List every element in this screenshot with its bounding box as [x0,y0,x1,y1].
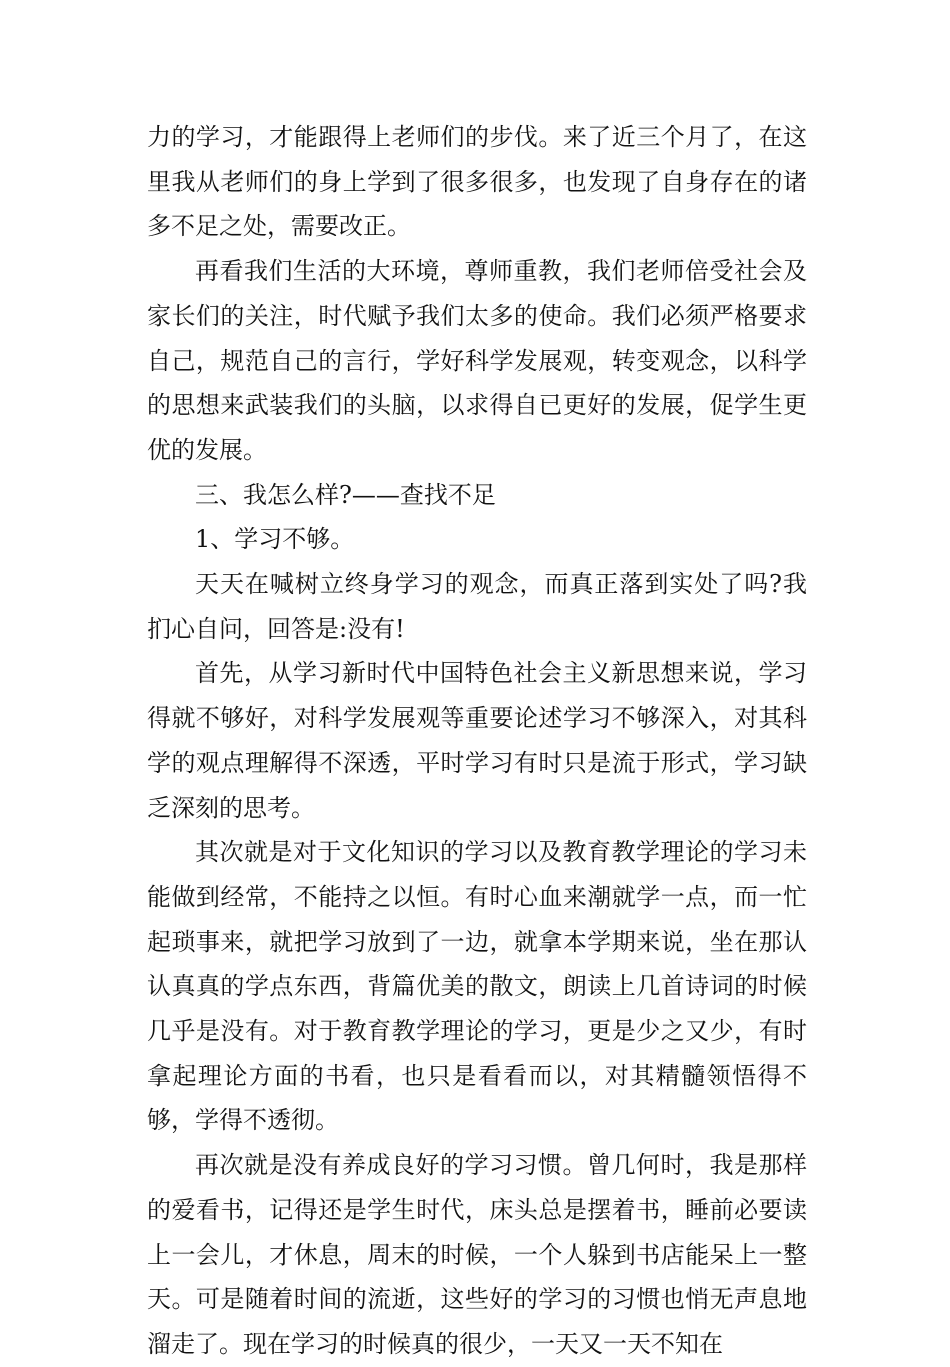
paragraph: 天天在喊树立终身学习的观念，而真正落到实处了吗?我扪心自问，回答是:没有! [147,570,807,643]
paragraph: 再看我们生活的大环境，尊师重教，我们老师倍受社会及家长们的关注，时代赋予我们太多的使命。我们必须严格要求自己，规范自己的言行，学好科学发展观，转变观念，以科学的思想来武装我们的头脑，以求得自已更好的发展，促学生更优的发展。 [147,257,807,464]
section-heading: 三、我怎么样?——查找不足 [195,480,496,509]
paragraph: 力的学习，才能跟得上老师们的步伐。来了近三个月了，在这里我从老师们的身上学到了很多很多，也发现了自身存在的诸多不足之处，需要改正。 [147,123,807,241]
subsection-heading: 1、学习不够。 [195,525,355,554]
paragraph: 再次就是没有养成良好的学习习惯。曾几何时，我是那样的爱看书，记得还是学生时代，床头总是摆着书，睡前必要读上一会儿，才休息，周末的时候，一个人躲到书店能呆上一整天。可是随着时间的流逝，这些好的学习的习惯也悄无声息地溜走了。现在学习的时候真的很少，一天又一天不知在 [147,1151,807,1358]
paragraph: 首先，从学习新时代中国特色社会主义新思想来说，学习得就不够好，对科学发展观等重要论述学习不够深入，对其科学的观点理解得不深透，平时学习有时只是流于形式，学习缺乏深刻的思考。 [147,659,807,822]
document-body [147,115,807,1367]
paragraph: 其次就是对于文化知识的学习以及教育教学理论的学习未能做到经常，不能持之以恒。有时心血来潮就学一点，而一忙起琐事来，就把学习放到了一边，就拿本学期来说，坐在那认认真真的学点东西，背篇优美的散文，朗读上几首诗词的时候几乎是没有。对于教育教学理论的学习，更是少之又少，有时拿起理论方面的书看，也只是看看而以，对其精髓领悟得不够，学得不透彻。 [147,838,807,1135]
